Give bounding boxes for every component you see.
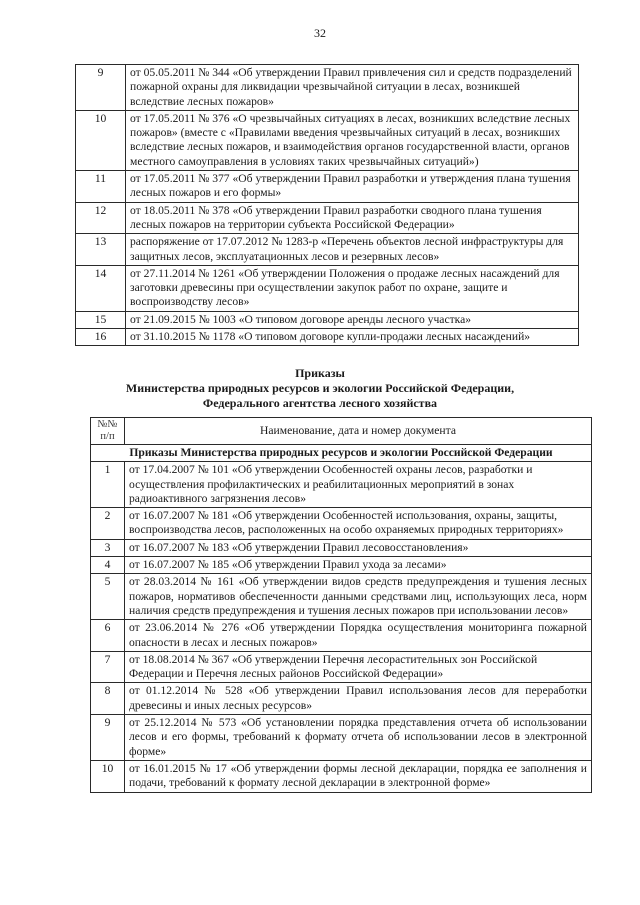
table-row (91, 462, 592, 508)
document-title: от 05.05.2011 № 344 «Об утверждении Правил привлечения сил и средств подразделений пожарной охраны для ликвидации чрезвычайной ситуации в лесах, возникшей вследствие лесных пожаров» (126, 65, 579, 111)
section-row (91, 445, 592, 462)
row-number: 2 (91, 508, 125, 540)
row-number: 11 (76, 171, 126, 203)
document-title: от 27.11.2014 № 1261 «Об утверждении Положения о продаже лесных насаждений для заготовки древесины при осуществлении закупок работ по охране, защите и воспроизводству лесов» (126, 265, 579, 311)
table-row (76, 265, 579, 311)
row-number: 9 (91, 715, 125, 761)
document-title: от 25.12.2014 № 573 «Об установлении порядка представления отчета об использовании лесов и его формы, требований к формату отчета об использовании лесов в электронной форме» (125, 715, 592, 761)
document-title: от 18.08.2014 № 367 «Об утверждении Перечня лесорастительных зон Российской Федерации и Перечня лесных районов Российской Федерации» (125, 651, 592, 683)
column-header-number: №№ п/п (91, 418, 125, 445)
document-title: от 16.01.2015 № 17 «Об утверждении формы лесной декларации, порядка ее заполнения и подачи, требований к формату лесной декларации в электронной форме» (125, 760, 592, 792)
table-row (76, 311, 579, 328)
row-number: 14 (76, 265, 126, 311)
document-title: от 17.05.2011 № 376 «О чрезвычайных ситуациях в лесах, возникших вследствие лесных пожаров» (вместе с «Правилами введения чрезвычайных ситуаций в лесах, возникших вследствие лесных пожаров, и взаимодействия органов государственной власти, органов местного самоуправления в условиях таких чрезвычайных ситуаций») (126, 110, 579, 170)
row-number: 16 (76, 329, 126, 346)
document-title: от 18.05.2011 № 378 «Об утверждении Правил разработки сводного плана тушения лесных пожаров на территории субъекта Российской Федерации» (126, 202, 579, 234)
column-header-name: Наименование, дата и номер документа (125, 418, 592, 445)
document-title: от 17.05.2011 № 377 «Об утверждении Правил разработки и утверждения плана тушения лесных пожаров и его формы» (126, 171, 579, 203)
table-row (76, 65, 579, 111)
table-row (76, 202, 579, 234)
row-number: 13 (76, 234, 126, 266)
table-row (76, 171, 579, 203)
row-number: 8 (91, 683, 125, 715)
table-row (76, 110, 579, 170)
section-title: Приказы Министерства природных ресурсов и экологии Российской Федерации (91, 445, 592, 462)
document-title: от 31.10.2015 № 1178 «О типовом договоре купли-продажи лесных насаждений» (126, 329, 579, 346)
table-row (91, 651, 592, 683)
row-number: 7 (91, 651, 125, 683)
document-title: от 21.09.2015 № 1003 «О типовом договоре аренды лесного участка» (126, 311, 579, 328)
document-title: от 16.07.2007 № 183 «Об утверждении Правил лесовосстановления» (125, 539, 592, 556)
table-row (91, 620, 592, 652)
row-number: 3 (91, 539, 125, 556)
row-number: 12 (76, 202, 126, 234)
row-number: 4 (91, 557, 125, 574)
table-row (91, 557, 592, 574)
document-title: от 01.12.2014 № 528 «Об утверждении Правил использования лесов для переработки древесины и иных лесных ресурсов» (125, 683, 592, 715)
row-number: 15 (76, 311, 126, 328)
table-row (91, 683, 592, 715)
row-number: 9 (76, 65, 126, 111)
table-row (91, 539, 592, 556)
table-row (76, 234, 579, 266)
table-row (91, 574, 592, 620)
document-title: от 17.04.2007 № 101 «Об утверждении Особенностей охраны лесов, разработки и осуществления профилактических и реабилитационных мероприятий в зонах радиоактивного загрязнения лесов» (125, 462, 592, 508)
document-title: от 16.07.2007 № 181 «Об утверждении Особенностей использования, охраны, защиты, воспроизводства лесов, расположенных на особо охраняемых природных территориях» (125, 508, 592, 540)
section-heading: Приказы (295, 366, 345, 380)
row-number: 6 (91, 620, 125, 652)
table-row (91, 508, 592, 540)
page-number: 32 (314, 26, 326, 40)
ministry-orders-table (90, 417, 592, 793)
row-number: 5 (91, 574, 125, 620)
table-row (91, 715, 592, 761)
table-row (91, 760, 592, 792)
document-title: от 28.03.2014 № 161 «Об утверждении видов средств предупреждения и тушения лесных пожаров, нормативов обеспеченности данными средствами лиц, использующих леса, норм наличия средств предупреждения и тушения лесных пожаров при использовании лесов» (125, 574, 592, 620)
row-number: 10 (76, 110, 126, 170)
document-title: от 16.07.2007 № 185 «Об утверждении Правил ухода за лесами» (125, 557, 592, 574)
government-decrees-table (75, 64, 579, 346)
table-header-row (91, 418, 592, 445)
row-number: 1 (91, 462, 125, 508)
document-title: распоряжение от 17.07.2012 № 1283-р «Перечень объектов лесной инфраструктуры для защитных лесов, эксплуатационных лесов и резервных лесов» (126, 234, 579, 266)
row-number: 10 (91, 760, 125, 792)
section-subheading: Министерства природных ресурсов и экологии Российской Федерации, Федерального агентства лесного хозяйства (125, 381, 515, 410)
table-row (76, 329, 579, 346)
document-title: от 23.06.2014 № 276 «Об утверждении Порядка осуществления мониторинга пожарной опасности в лесах и лесных пожаров» (125, 620, 592, 652)
